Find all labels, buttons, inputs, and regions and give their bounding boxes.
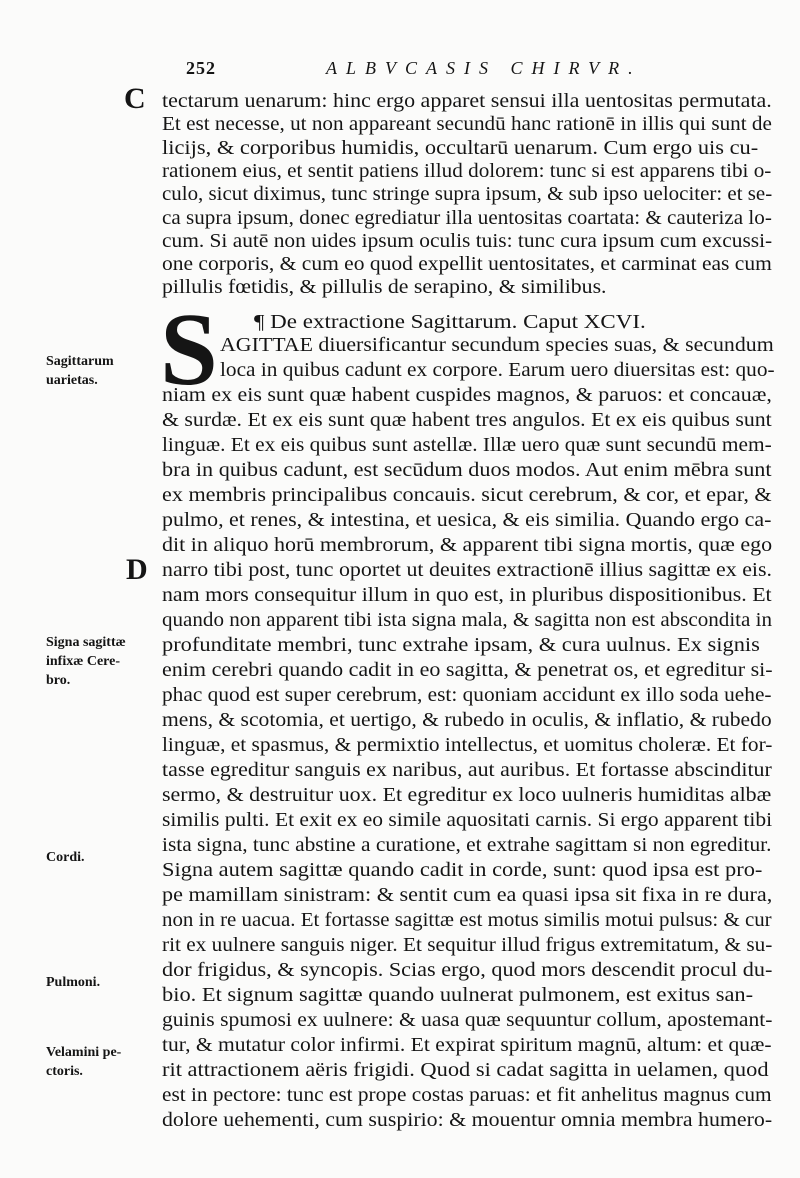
- margin-note-line: Velamini pe-: [46, 1045, 122, 1060]
- text-line: AGITTAE diuersificantur secundum species suas, & secundum: [220, 335, 774, 356]
- margin-note-line: ctoris.: [46, 1064, 83, 1079]
- margin-note-line: uarietas.: [46, 373, 98, 388]
- text-line: loca in quibus cadunt ex corpore. Earum uero diuersitas est: quo-: [220, 360, 775, 381]
- text-line: rit attractionem aëris frigidi. Quod si cadat sagitta in uelamen, quod: [162, 1060, 769, 1081]
- text-line: bio. Et signum sagittæ quando uulnerat pulmonem, est exitus san-: [162, 985, 754, 1006]
- page-number: 252: [186, 58, 216, 78]
- text-line: enim cerebri quando cadit in eo sagitta, & penetrat os, et egreditur si-: [162, 660, 773, 681]
- text-line: pillulis fœtidis, & pillulis de serapino, & similibus.: [162, 277, 607, 299]
- page-header: [186, 58, 780, 84]
- text-line: ex membris principalibus concauis. sicut cerebrum, & cor, et epar, &: [162, 485, 772, 506]
- text-line: bra in quibus cadunt, est secūdum duos modos. Aut enim mēbra sunt: [162, 460, 772, 481]
- text-line: est in pectore: tunc est prope costas paruas: et fit anhelitus magnus cum: [162, 1085, 772, 1106]
- text-line: sermo, & destruitur uox. Et egreditur ex loco uulneris humiditas albæ: [162, 785, 772, 806]
- text-line: nam mors consequitur illum in quo est, in pluribus dispositionibus. Et: [162, 585, 772, 606]
- text-line: dolore uehementi, cum suspirio: & mouentur omnia membra humero-: [162, 1110, 773, 1131]
- text-line: linguæ, et spasmus, & permixtio intellectus, et uomitus choleræ. Et for-: [162, 735, 773, 756]
- text-line: similis pulti. Et exit ex eo simile aquositati carnis. Si ergo apparent tibi: [162, 810, 773, 831]
- text-line: & surdæ. Et ex eis sunt quæ habent tres angulos. Et ex eis quibus sunt: [162, 410, 772, 431]
- text-line: profunditate membri, tunc extrahe ipsam, & cura uulnus. Ex signis: [162, 635, 760, 656]
- text-line: linguæ. Et ex eis quibus sunt astellæ. Illæ uero quæ sunt secundū mem-: [162, 435, 772, 456]
- chapter-heading: ¶ De extractione Sagittarum. Caput XCVI.: [254, 311, 646, 333]
- margin-note-pulmoni: [46, 973, 156, 992]
- text-line: dit in aliquo horū membrorum, & apparent tibi signa mortis, quæ ego: [162, 535, 773, 556]
- text-line: non in re uacua. Et fortasse sagittæ est motus similis motui pulsus: & cur: [162, 910, 772, 931]
- margin-letter-d: D: [126, 553, 148, 586]
- text-line: Et est necesse, ut non appareant secundū hanc rationē in illis qui sunt de: [162, 114, 772, 136]
- text-line: phac quod est super cerebrum, est: quoniam accidunt ex illo soda uehe-: [162, 685, 772, 706]
- margin-note-sagittarum: [46, 352, 156, 390]
- margin-note-line: bro.: [46, 673, 71, 688]
- text-line: licijs, & corporibus humidis, occultarū uenarum. Cum ergo uis cu-: [162, 137, 759, 159]
- text-line: narro tibi post, tunc oportet ut deuites extractionē illius sagittæ ex eis.: [162, 560, 772, 581]
- margin-note-line: Signa sagittæ: [46, 635, 126, 650]
- text-line: niam ex eis sunt quæ habent cuspides magnos, & paruos: et concauæ,: [162, 385, 772, 406]
- text-line: pe mamillam sinistram: & sentit cum ea quasi ipsa sit fixa in re dura,: [162, 885, 773, 906]
- text-line: rationem eius, et sentit patiens illud dolorem: tunc si est apparens tibi o-: [162, 160, 772, 182]
- margin-note-line: infixæ Cere-: [46, 654, 120, 669]
- margin-letter-c: C: [124, 82, 146, 115]
- text-line: tasse egreditur sanguis ex naribus, aut auribus. Et fortasse abscinditur: [162, 760, 772, 781]
- running-title: ALBVCASIS CHIRVR.: [326, 58, 642, 78]
- text-line: mens, & scotomia, et uertigo, & rubedo in oculis, & inflatio, & rubedo: [162, 710, 772, 731]
- drop-cap-s: S: [160, 292, 218, 407]
- text-line: tur, & mutatur color infirmi. Et expirat spiritum magnū, altum: et quæ-: [162, 1035, 772, 1056]
- text-line: quando non apparent tibi ista signa mala, & sagitta non est abscondita in: [162, 610, 773, 631]
- margin-note-line: Sagittarum: [46, 354, 114, 369]
- text-line: tectarum uenarum: hinc ergo apparet sensui illa uentositas permutata.: [162, 91, 772, 112]
- text-line: dor frigidus, & syncopis. Scias ergo, quod mors descendit procul du-: [162, 960, 773, 981]
- text-line: ca supra ipsum, donec egrediatur illa uentositas coartata: & cauteriza lo-: [162, 207, 772, 229]
- margin-note-velamini: [46, 1043, 156, 1081]
- margin-note-cerebro: [46, 633, 156, 690]
- text-line: ista signa, tunc abstine a curatione, et extrahe sagittam si non egreditur.: [162, 835, 772, 856]
- text-line: pulmo, et renes, & intestina, et uesica, & eis similia. Quando ergo ca-: [162, 510, 772, 531]
- text-line: Signa autem sagittæ quando cadit in corde, sunt: quod ipsa est pro-: [162, 860, 763, 881]
- text-line: rit ex uulnere sanguis niger. Et sequitur illud frigus extremitatum, & su-: [162, 935, 773, 956]
- text-line: guinis spumosi ex uulnere: & uasa quæ sequuntur collum, apostemant-: [162, 1010, 773, 1031]
- margin-note-line: Cordi.: [46, 850, 85, 865]
- margin-note-line: Pulmoni.: [46, 975, 101, 990]
- text-line: one corporis, & cum eo quod expellit uentositates, et carminat eas cum: [162, 254, 772, 276]
- text-line: cum. Si autē non uides ipsum oculis tuis: tunc cura ipsum cum excussi-: [162, 230, 773, 252]
- margin-note-cordi: [46, 848, 156, 867]
- text-line: culo, sicut diximus, tunc stringe supra ipsum, & sub ipso uelociter: et se-: [162, 184, 773, 206]
